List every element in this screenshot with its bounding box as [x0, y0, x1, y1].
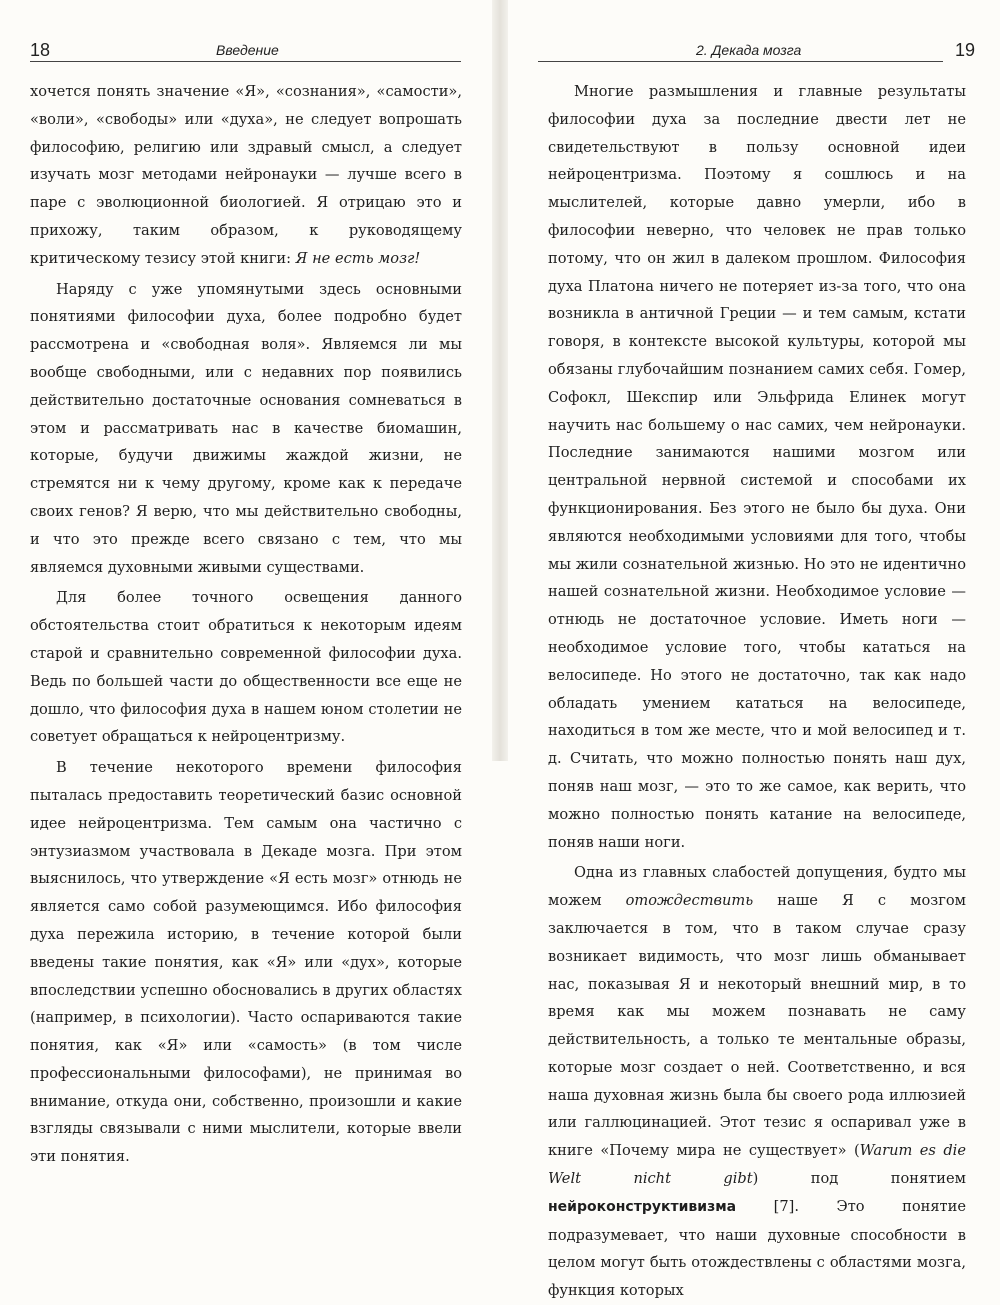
key-term: нейроконструктивизма: [548, 1198, 737, 1215]
right-page: [508, 0, 1000, 1300]
paragraph: Наряду с уже упомянутыми здесь основными понятиями философии духа, более подробно будет рассмотрена и «свободная воля». Являемся ли мы вообще свободными, или с недавних пор появились действительно достаточные основания сомневаться в этом и рассматривать нас в качестве биомашин, которые, будучи движимы жаждой жизни, не стремятся ни к чему другому, кроме как к передаче своих генов? Я верю, что мы действительно свободны, и что это прежде всего связано с тем, что мы являемся духовными живыми существами.: [30, 280, 462, 576]
page-number: 19: [955, 40, 976, 60]
header-rule: [30, 61, 461, 62]
body-text: [30, 78, 462, 1171]
page-number: 18: [30, 40, 51, 60]
emphasis-text: отождествить: [625, 892, 754, 910]
paragraph: В течение некоторого времени философия пыталась предоставить теоретический базис основной идее нейроцентризма. Тем самым она частично с энтузиазмом участвовала в Декаде мозга. При этом выяснилось, что утверждение «Я есть мозг» отнюдь не является само собой разумеющимся. Ибо философия духа пережила историю, в течение которой были введены такие понятия, как «Я» или «дух», которые впоследствии успешно обосновались в других областях (например, в психологии). Часто оспариваются такие понятия, как «Я» или «самость» (в том числе профессиональными философами), не принимая во внимание, откуда они, собственно, произошли и какие взгляды связывали с ними мыслители, которые ввели эти понятия.: [30, 759, 462, 1166]
paragraph: Для более точного освещения данного обстоятельства стоит обратиться к некоторым идеям старой и сравнительно современной философии духа. Ведь по большей части до общественности все еще не дошло, что философия духа в нашем юном столетии не советует обращаться к нейроцентризму.: [30, 589, 462, 746]
paragraph: Одна из главных слабостей допущения, будто мы можем отождествить наше Я с мозгом заключается в том, что в таком случае сразу возникает видимость, что мозг лишь обманывает нас, показывая Я и некоторый внешний мир, в то время как мы можем познавать не саму действительность, а только те ментальные образы, которые мозг создает о ней. Соответственно, и вся наша духовная жизнь была бы своего рода иллюзией или галлюцинацией. Этот тезис я оспаривал уже в книге «Почему мира не существует» (Warum es die Welt nicht gibt) под понятием нейроконструктивизма [7]. Это понятие подразумевает, что наши духовные способности в целом могут быть отождествлены с областями мозга, функция которых: [548, 864, 966, 1300]
running-head: Введение: [216, 42, 279, 58]
emphasis-text: Я не есть мозг!: [295, 249, 421, 267]
book-title: Warum es die Welt nicht gibt: [548, 1142, 966, 1188]
body-text: [548, 78, 966, 1305]
paragraph: хочется понять значение «Я», «сознания», «самости», «воли», «свободы» или «духа», не следует вопрошать философию, религию или здравый смысл, а следует изучать мозг методами нейронауки — лучше всего в паре с эволюционной биологией. Я отрицаю это и прихожу, таким образом, к руководящему критическому тезису этой книги: Я не есть мозг!: [30, 83, 462, 267]
book-gutter: [492, 0, 508, 761]
header-rule: [538, 61, 943, 62]
left-page: [0, 0, 492, 1166]
paragraph: Многие размышления и главные результаты философии духа за последние двести лет не свидетельствуют в пользу основной идеи нейроцентризма. Поэтому я сошлюсь и на мыслителей, которые давно умерли, ибо в философии неверно, что человек не прав только потому, что он жил в далеком прошлом. Философия духа Платона ничего не потеряет из-за того, что она возникла в античной Греции — и тем самым, кстати говоря, в контексте высокой культуры, которой мы обязаны глубочайшим познанием самих себя. Гомер, Софокл, Шекспир или Эльфрида Елинек могут научить нас большему о нас самих, чем нейронауки. Последние занимаются нашими мозгом или центральной нервной системой и способами их функционирования. Без этого не было бы духа. Они являются необходимыми условиями для того, чтобы мы жили сознательной жизнью. Но это не идентично нашей сознательной жизни. Необходимое условие — отнюдь не достаточное условие. Иметь ноги — необходимое условие того, чтобы кататься на велосипеде. Но этого не достаточно, так как надо обладать умением кататься на велосипеде, находиться в том же месте, что и мой велосипед и т. д. Считать, что можно полностью понять наш дух, поняв наш мозг, — это то же самое, как верить, что можно полностью понять катание на велосипеде, поняв наши ноги.: [548, 83, 966, 851]
running-head: 2. Декада мозга: [696, 42, 802, 58]
